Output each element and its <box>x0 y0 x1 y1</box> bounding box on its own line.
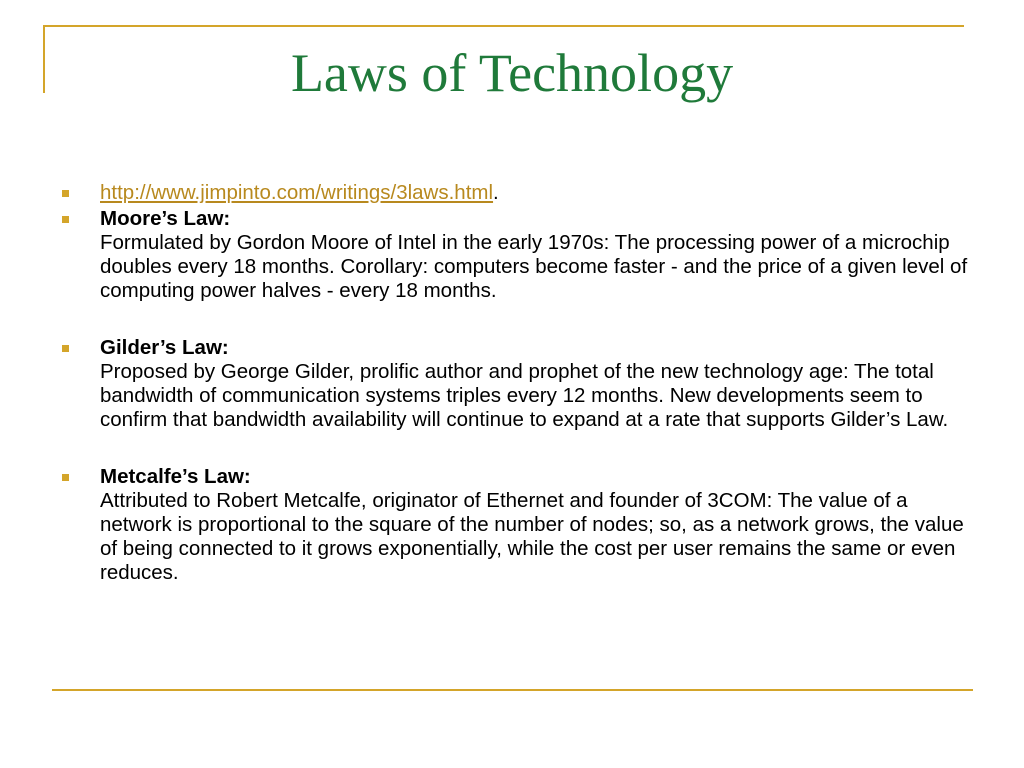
bullet-link <box>60 181 980 205</box>
bullet-gilders-law <box>60 336 980 432</box>
slide-title: Laws of Technology <box>290 43 734 103</box>
moores-law-heading: Moore’s Law: <box>100 207 231 230</box>
bullet-moores-law <box>60 207 980 303</box>
square-bullet-icon <box>62 474 69 481</box>
square-bullet-icon <box>62 345 69 352</box>
frame-top-line <box>43 25 964 27</box>
frame-bottom-line <box>52 689 973 691</box>
source-link[interactable]: http://www.jimpinto.com/writings/3laws.html <box>100 181 494 204</box>
metcalfes-law-heading: Metcalfe’s Law: <box>100 465 251 488</box>
square-bullet-icon <box>62 190 69 197</box>
bullet-metcalfes-law <box>60 465 980 585</box>
gilders-law-text: Proposed by George Gilder, prolific author and prophet of the new technology age: The total bandwidth of communication systems triples every 12 months. New developments seem to confirm that bandwidth availability will continue to expand at a rate that supports Gilder’s Law. <box>100 360 949 431</box>
bullet-list <box>60 181 980 585</box>
square-bullet-icon <box>62 216 69 223</box>
link-suffix: . <box>493 181 499 204</box>
metcalfes-law-text: Attributed to Robert Metcalfe, originator of Ethernet and founder of 3COM: The value of a network is proportional to the square of the number of nodes; so, as a network grows, the value of being connected to it grows exponentially, while the cost per user remains the same or even reduces. <box>100 489 964 584</box>
gilders-law-heading: Gilder’s Law: <box>100 336 229 359</box>
moores-law-text: Formulated by Gordon Moore of Intel in the early 1970s: The processing power of a microchip doubles every 18 months. Corollary: computers become faster - and the price of a given level of computing power halves - every 18 months. <box>100 231 968 302</box>
